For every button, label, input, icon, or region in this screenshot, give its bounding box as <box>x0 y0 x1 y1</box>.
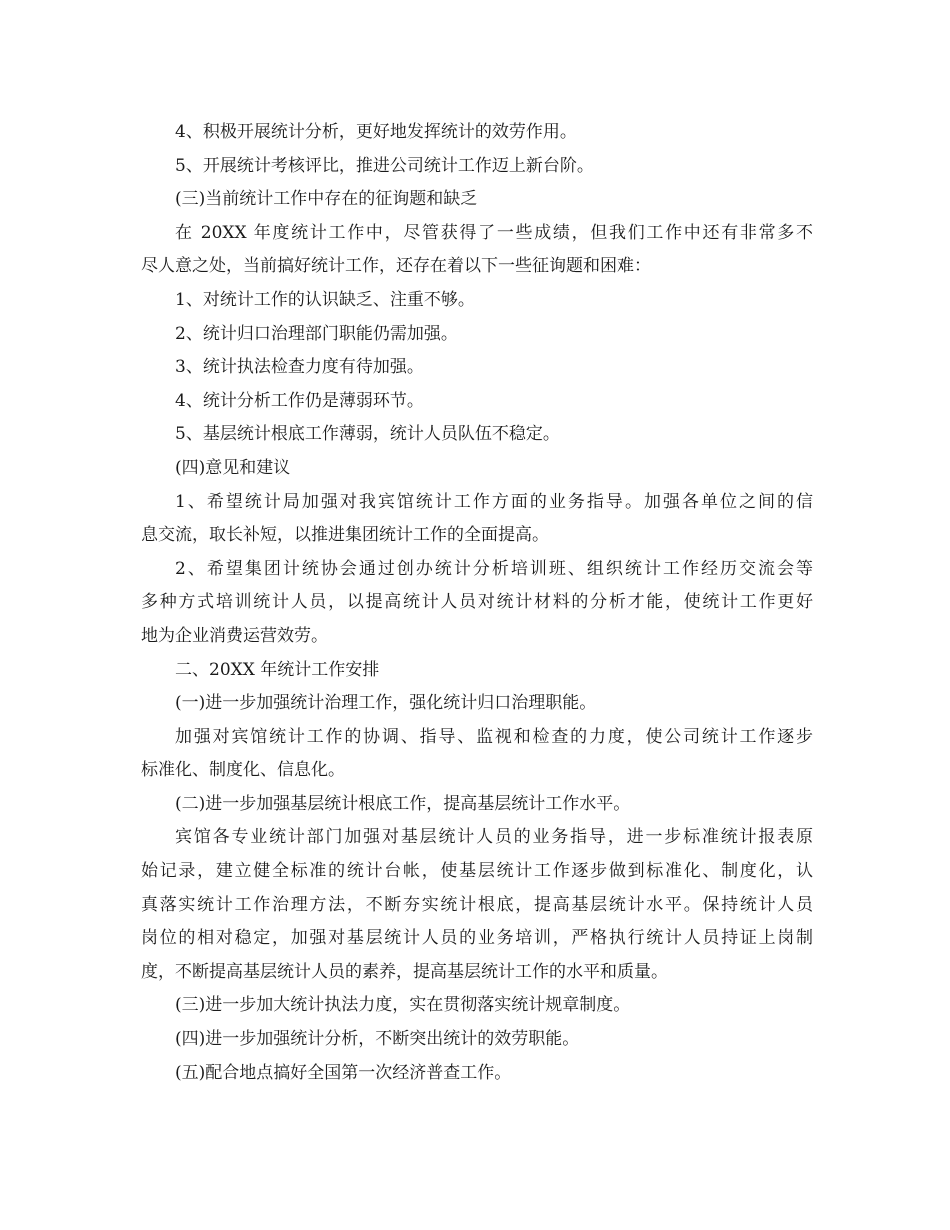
paragraph-line: (三)进一步加大统计执法力度，实在贯彻落实统计规章制度。 <box>175 995 631 1016</box>
paragraph-line: 标准化、制度化、信息化。 <box>141 760 345 781</box>
paragraph-line: 1、对统计工作的认识缺乏、注重不够。 <box>175 289 475 310</box>
paragraph-line: 息交流，取长补短，以推进集团统计工作的全面提高。 <box>141 525 549 546</box>
paragraph-line: 在 20XX 年度统计工作中，尽管获得了一些成绩，但我们工作中还有非常多不 <box>175 222 813 243</box>
paragraph-line: 真落实统计工作治理方法，不断夯实统计根底，提高基层统计水平。保持统计人员 <box>141 894 813 915</box>
paragraph-line: 多种方式培训统计人员，以提高统计人员对统计材料的分析才能，使统计工作更好 <box>141 592 813 613</box>
paragraph-line: (五)配合地点搞好全国第一次经济普查工作。 <box>175 1062 512 1083</box>
paragraph-line: 5、基层统计根底工作薄弱，统计人员队伍不稳定。 <box>175 424 560 445</box>
paragraph-line: 地为企业消费运营效劳。 <box>141 625 328 646</box>
paragraph-line: 岗位的相对稳定，加强对基层统计人员的业务培训，严格执行统计人员持证上岗制 <box>141 928 813 949</box>
paragraph-line: 加强对宾馆统计工作的协调、指导、监视和检查的力度，使公司统计工作逐步 <box>175 726 813 747</box>
paragraph-line: (二)进一步加强基层统计根底工作，提高基层统计工作水平。 <box>175 793 631 814</box>
paragraph-line: 2、希望集团计统协会通过创办统计分析培训班、组织统计工作经历交流会等 <box>175 558 813 579</box>
paragraph-line: 宾馆各专业统计部门加强对基层统计人员的业务指导，进一步标准统计报表原 <box>175 827 813 848</box>
document-page <box>141 116 813 1090</box>
paragraph-line: 4、积极开展统计分析，更好地发挥统计的效劳作用。 <box>175 122 577 142</box>
paragraph-line: 2、统计归口治理部门职能仍需加强。 <box>175 323 458 344</box>
paragraph-line: (一)进一步加强统计治理工作，强化统计归口治理职能。 <box>175 693 597 714</box>
paragraph-line: 4、统计分析工作仍是薄弱环节。 <box>175 390 424 411</box>
paragraph-line: (四)意见和建议 <box>175 457 291 478</box>
paragraph-line: 尽人意之处，当前搞好统计工作，还存在着以下一些征询题和困难： <box>141 256 651 277</box>
paragraph-line: 3、统计执法检查力度有待加强。 <box>175 357 424 378</box>
paragraph-line: 度，不断提高基层统计人员的素养，提高基层统计工作的水平和质量。 <box>141 961 668 982</box>
paragraph-line: 5、开展统计考核评比，推进公司统计工作迈上新台阶。 <box>175 155 594 176</box>
paragraph-line: 二、20XX 年统计工作安排 <box>175 659 380 680</box>
paragraph-line: (四)进一步加强统计分析，不断突出统计的效劳职能。 <box>175 1029 580 1050</box>
paragraph-line: 始记录，建立健全标准的统计台帐，使基层统计工作逐步做到标准化、制度化，认 <box>141 861 813 882</box>
paragraph-line: (三)当前统计工作中存在的征询题和缺乏 <box>175 189 478 210</box>
paragraph-line: 1、希望统计局加强对我宾馆统计工作方面的业务指导。加强各单位之间的信 <box>175 491 813 512</box>
